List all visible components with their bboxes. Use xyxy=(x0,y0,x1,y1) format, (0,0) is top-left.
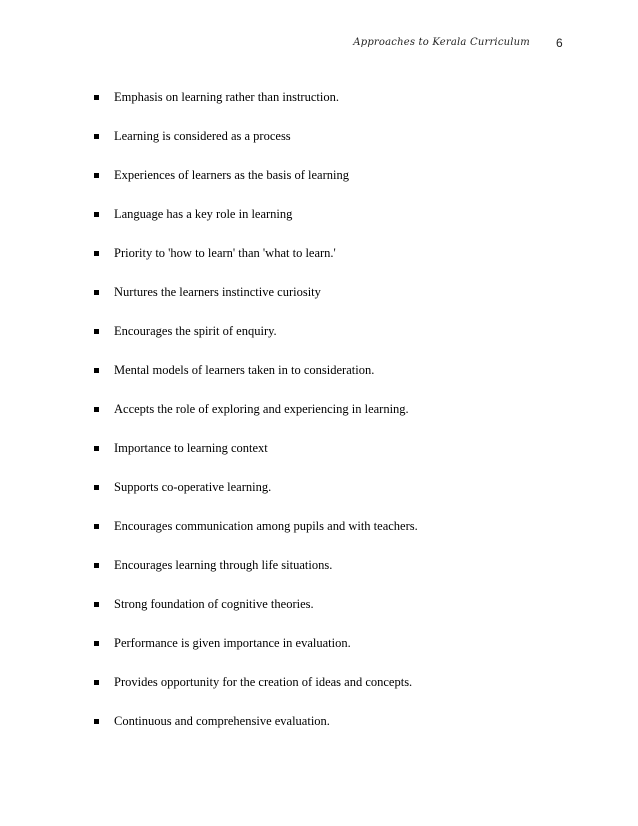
list-item-text: Encourages the spirit of enquiry. xyxy=(114,324,277,338)
square-bullet-icon xyxy=(94,485,99,490)
page-header xyxy=(0,37,638,57)
list-item-text: Learning is considered as a process xyxy=(114,129,291,143)
list-item-text: Language has a key role in learning xyxy=(114,207,293,221)
list-item xyxy=(0,242,638,267)
square-bullet-icon xyxy=(94,563,99,568)
list-item xyxy=(0,398,638,423)
list-item-text: Strong foundation of cognitive theories. xyxy=(114,597,314,611)
list-item-text: Importance to learning context xyxy=(114,441,268,455)
list-item xyxy=(0,86,638,111)
list-item xyxy=(0,554,638,579)
list-item xyxy=(0,593,638,618)
square-bullet-icon xyxy=(94,602,99,607)
list-item-text: Encourages learning through life situations. xyxy=(114,558,333,572)
list-item-text: Priority to 'how to learn' than 'what to learn.' xyxy=(114,246,336,260)
list-item xyxy=(0,515,638,540)
square-bullet-icon xyxy=(94,641,99,646)
list-item-text: Provides opportunity for the creation of ideas and concepts. xyxy=(114,675,413,689)
square-bullet-icon xyxy=(94,368,99,373)
square-bullet-icon xyxy=(94,680,99,685)
bullet-list xyxy=(0,86,638,749)
page-number: 6 xyxy=(556,36,563,50)
square-bullet-icon xyxy=(94,251,99,256)
square-bullet-icon xyxy=(94,290,99,295)
list-item-text: Encourages communication among pupils and with teachers. xyxy=(114,519,418,533)
square-bullet-icon xyxy=(94,524,99,529)
list-item-text: Mental models of learners taken in to consideration. xyxy=(114,363,375,377)
list-item-text: Nurtures the learners instinctive curiosity xyxy=(114,285,321,299)
list-item xyxy=(0,437,638,462)
square-bullet-icon xyxy=(94,446,99,451)
list-item xyxy=(0,320,638,345)
square-bullet-icon xyxy=(94,173,99,178)
square-bullet-icon xyxy=(94,134,99,139)
list-item xyxy=(0,476,638,501)
square-bullet-icon xyxy=(94,95,99,100)
list-item-text: Experiences of learners as the basis of learning xyxy=(114,168,349,182)
list-item-text: Accepts the role of exploring and experiencing in learning. xyxy=(114,402,409,416)
list-item-text: Emphasis on learning rather than instruction. xyxy=(114,90,339,104)
list-item xyxy=(0,203,638,228)
list-item xyxy=(0,359,638,384)
square-bullet-icon xyxy=(94,212,99,217)
square-bullet-icon xyxy=(94,719,99,724)
list-item xyxy=(0,281,638,306)
square-bullet-icon xyxy=(94,407,99,412)
list-item xyxy=(0,632,638,657)
list-item-text: Supports co-operative learning. xyxy=(114,480,272,494)
list-item xyxy=(0,710,638,735)
list-item xyxy=(0,164,638,189)
header-title: Approaches to Kerala Curriculum xyxy=(353,37,530,48)
square-bullet-icon xyxy=(94,329,99,334)
list-item-text: Performance is given importance in evaluation. xyxy=(114,636,351,650)
list-item xyxy=(0,125,638,150)
list-item-text: Continuous and comprehensive evaluation. xyxy=(114,714,330,728)
list-item xyxy=(0,671,638,696)
